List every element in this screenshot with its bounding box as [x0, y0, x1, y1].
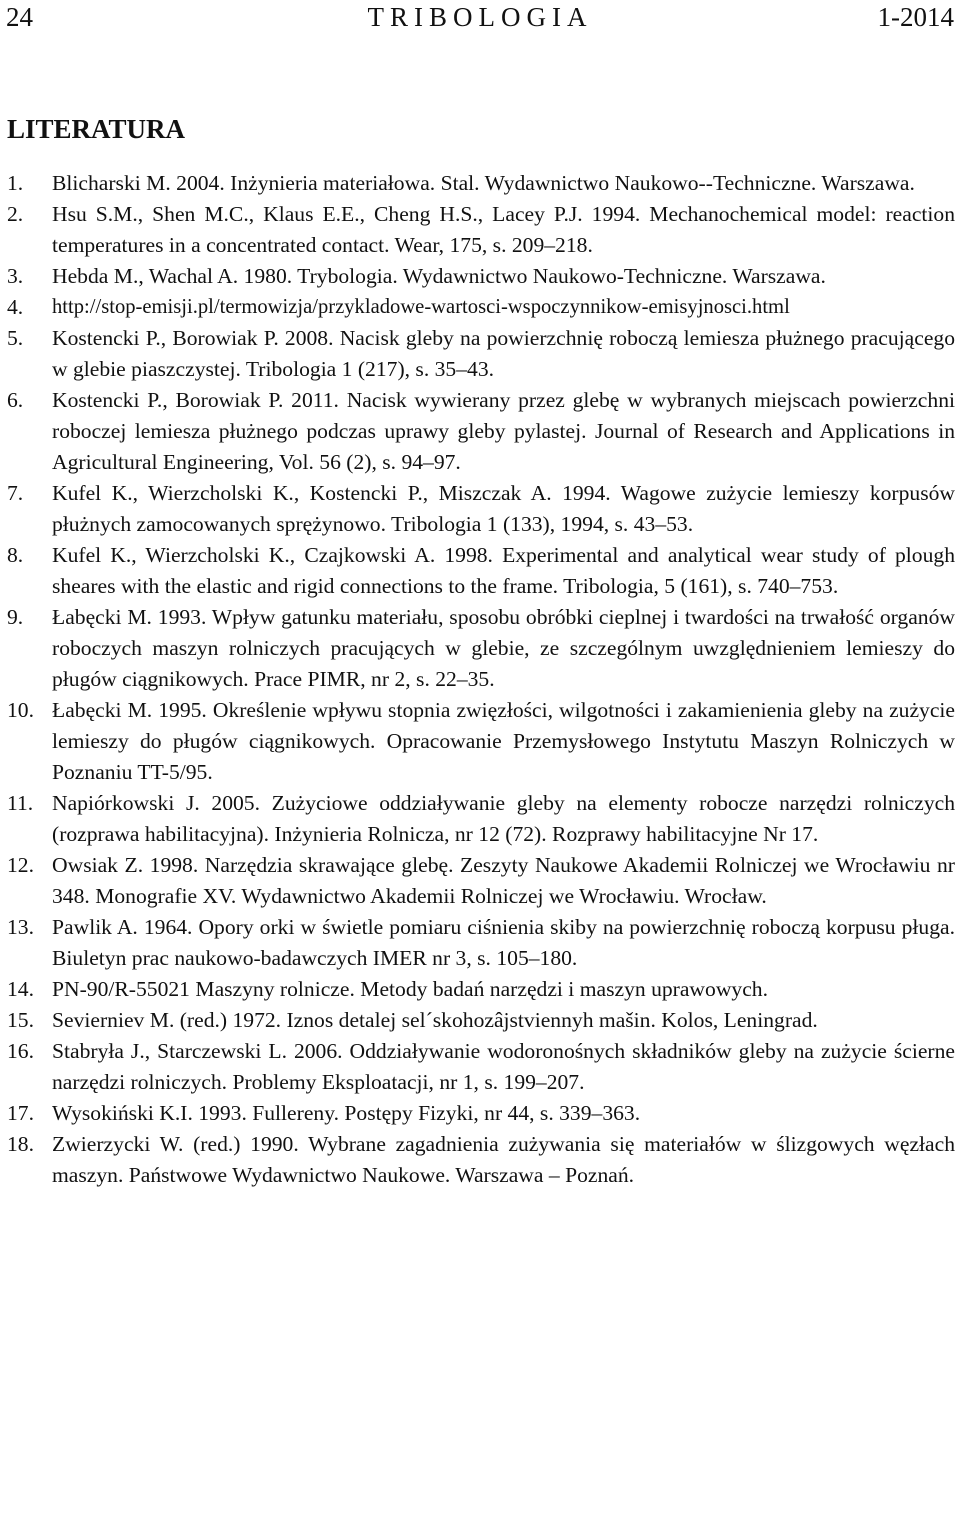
reference-number: 12. [7, 853, 34, 877]
reference-text: Kostencki P., Borowiak P. 2011. Nacisk wywierany przez glebę w wybranych miejscach powierzchni roboczej lemiesza płużnego podczas uprawy gleby pylastej. Journal of Research and Applications in Agricultural Engineering, Vol. 56 (2), s. 94–97. [52, 388, 955, 474]
reference-text: Zwierzycki W. (red.) 1990. Wybrane zagadnienia zużywania się materiałów w ślizgowych węzłach maszyn. Państwowe Wydawnictwo Naukowe. Warszawa – Poznań. [52, 1132, 955, 1187]
reference-text: Blicharski M. 2004. Inżynieria materiałowa. Stal. Wydawnictwo Naukowo--Techniczne. Warszawa. [52, 171, 915, 195]
reference-number: 2. [7, 202, 24, 226]
journal-name: TRIBOLOGIA [367, 2, 593, 32]
reference-text: Hebda M., Wachal A. 1980. Trybologia. Wydawnictwo Naukowo-Techniczne. Warszawa. [52, 264, 826, 288]
reference-text: PN-90/R-55021 Maszyny rolnicze. Metody badań narzędzi i maszyn uprawowych. [52, 977, 768, 1001]
reference-text: Łabęcki M. 1993. Wpływ gatunku materiału, sposobu obróbki cieplnej i twardości na trwałość organów roboczych maszyn rolniczych pracujących w glebie, ze szczególnym uwzględnieniem lemieszy do pługów ciągnikowych. Prace PIMR, nr 2, s. 22–35. [52, 605, 955, 691]
reference-number: 10. [7, 698, 34, 722]
reference-item [7, 540, 955, 602]
reference-text: Kufel K., Wierzcholski K., Kostencki P., Miszczak A. 1994. Wagowe zużycie lemieszy korpusów płużnych zamocowanych sprężynowo. Tribologia 1 (133), 1994, s. 43–53. [52, 481, 955, 536]
reference-item [7, 695, 955, 788]
reference-item [7, 850, 955, 912]
reference-list [7, 168, 955, 1191]
reference-text: Sevierniev M. (red.) 1972. Iznos detalej sel´skohozâjstviennyh mašin. Kolos, Leningrad. [52, 1008, 818, 1032]
reference-item [7, 788, 955, 850]
reference-item [7, 1005, 955, 1036]
reference-item [7, 1036, 955, 1098]
reference-text: Napiórkowski J. 2005. Zużyciowe oddziaływanie gleby na elementy robocze narzędzi rolniczych (rozprawa habilitacyjna). Inżynieria Rolnicza, nr 12 (72). Rozprawy habilitacyjne Nr 17. [52, 791, 955, 846]
section-title: LITERATURA [7, 114, 186, 144]
reference-item [7, 168, 955, 199]
journal-issue: 1-2014 [877, 2, 954, 32]
reference-item [7, 478, 955, 540]
reference-number: 4. [7, 295, 24, 319]
reference-number: 8. [7, 543, 24, 567]
reference-item [7, 602, 955, 695]
reference-item [7, 261, 955, 292]
reference-text: Wysokiński K.I. 1993. Fullereny. Postępy Fizyki, nr 44, s. 339–363. [52, 1101, 641, 1125]
reference-text: Stabryła J., Starczewski L. 2006. Oddziaływanie wodoronośnych składników gleby na zużycie ścierne narzędzi rolniczych. Problemy Eksploatacji, nr 1, s. 199–207. [52, 1039, 955, 1094]
reference-text: Łabęcki M. 1995. Określenie wpływu stopnia zwięzłości, wilgotności i zakamienienia gleby na zużycie lemieszy do pługów ciągnikowych. Opracowanie Przemysłowego Instytutu Maszyn Rolniczych w Poznaniu TT-5/95. [52, 698, 955, 784]
reference-item [7, 974, 955, 1005]
reference-number: 14. [7, 977, 34, 1001]
reference-number: 16. [7, 1039, 34, 1063]
reference-number: 5. [7, 326, 24, 350]
reference-text[interactable]: http://stop-emisji.pl/termowizja/przykladowe-wartosci-wspoczynnikow-emisyjnosci.html [52, 296, 790, 318]
reference-item [7, 385, 955, 478]
running-header [6, 0, 954, 34]
reference-text: Pawlik A. 1964. Opory orki w świetle pomiaru ciśnienia skiby na powierzchnię roboczą korpusu pługa. Biuletyn prac naukowo-badawczych IMER nr 3, s. 105–180. [52, 915, 955, 970]
reference-item [7, 199, 955, 261]
reference-text: Kostencki P., Borowiak P. 2008. Nacisk gleby na powierzchnię roboczą lemiesza płużnego pracującego w glebie piaszczystej. Tribologia 1 (217), s. 35–43. [52, 326, 955, 381]
reference-number: 15. [7, 1008, 34, 1032]
reference-number: 13. [7, 915, 34, 939]
reference-text: Kufel K., Wierzcholski K., Czajkowski A. 1998. Experimental and analytical wear study of plough sheares with the elastic and rigid connections to the frame. Tribologia, 5 (161), s. 740–753. [52, 543, 955, 598]
reference-text: Hsu S.M., Shen M.C., Klaus E.E., Cheng H.S., Lacey P.J. 1994. Mechanochemical model: reaction temperatures in a concentrated contact. Wear, 175, s. 209–218. [52, 202, 955, 257]
reference-number: 1. [7, 171, 24, 195]
reference-number: 11. [7, 791, 34, 815]
reference-number: 3. [7, 264, 24, 288]
reference-item [7, 323, 955, 385]
reference-text: Owsiak Z. 1998. Narzędzia skrawające glebę. Zeszyty Naukowe Akademii Rolniczej we Wrocławiu nr 348. Monografie XV. Wydawnictwo Akademii Rolniczej we Wrocławiu. Wrocław. [52, 853, 955, 908]
reference-number: 18. [7, 1132, 34, 1156]
reference-number: 9. [7, 605, 24, 629]
reference-item [7, 292, 955, 323]
reference-item [7, 1129, 955, 1191]
reference-number: 7. [7, 481, 24, 505]
reference-item [7, 912, 955, 974]
reference-number: 6. [7, 388, 24, 412]
reference-number: 17. [7, 1101, 34, 1125]
page-number: 24 [6, 2, 33, 32]
reference-item [7, 1098, 955, 1129]
